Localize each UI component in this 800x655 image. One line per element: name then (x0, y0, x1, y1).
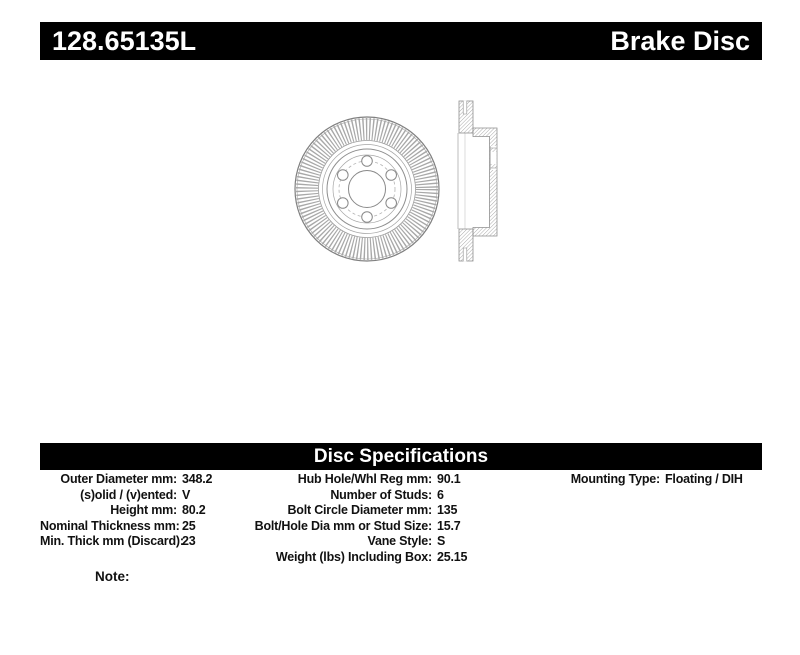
spec-label: Height mm: (110, 503, 177, 518)
spec-column-left (40, 472, 212, 550)
spec-label: (s)olid / (v)ented: (80, 487, 177, 502)
disc-front-view (295, 117, 439, 261)
spec-value: 25 (182, 518, 196, 533)
spec-value: 23 (182, 534, 196, 549)
spec-section-title: Disc Specifications (313, 446, 489, 467)
hat-section (473, 128, 497, 236)
spec-label: Nominal Thickness mm: (40, 518, 180, 533)
spec-value: 348.2 (182, 472, 213, 486)
header-bar (40, 22, 762, 60)
spec-label: Hub Hole/Whl Reg mm: (297, 472, 432, 486)
spec-value: S (437, 534, 446, 549)
spec-row-solid-vented (40, 488, 212, 504)
product-type-title: Brake Disc (610, 26, 750, 56)
spec-label: Bolt Circle Diameter mm: (287, 503, 432, 518)
spec-label: Bolt/Hole Dia mm or Stud Size: (254, 518, 432, 533)
spec-value: 25.15 (437, 549, 468, 564)
spec-label: Number of Studs: (330, 487, 432, 502)
spec-row-vane-style (230, 534, 467, 550)
hub-hole (349, 171, 386, 208)
spec-row-number-of-studs (230, 488, 467, 504)
disc-cross-section-view (458, 101, 497, 262)
spec-row-mounting-type (470, 472, 743, 488)
spec-value: 15.7 (437, 518, 461, 533)
note-label: Note: (95, 569, 130, 584)
brake-disc-technical-drawing (280, 95, 530, 270)
spec-label: Min. Thick mm (Discard): (40, 534, 184, 549)
spec-row-nominal-thickness (40, 519, 212, 535)
spec-row-bolt-circle-diameter (230, 503, 467, 519)
spec-value: 135 (437, 503, 458, 518)
spec-row-bolt-hole-dia (230, 519, 467, 535)
spec-value: 90.1 (437, 472, 461, 486)
spec-label: Weight (lbs) Including Box: (275, 549, 432, 564)
spec-label: Vane Style: (367, 534, 432, 549)
spec-label: Outer Diameter mm: (60, 472, 177, 486)
spec-row-min-thick (40, 534, 212, 550)
spec-column-middle (230, 472, 467, 566)
spec-value: 80.2 (182, 503, 206, 518)
spec-row-outer-diameter (40, 472, 212, 488)
spec-value: V (182, 487, 191, 502)
spec-section-title-bar (40, 443, 762, 470)
spec-value: 6 (437, 487, 444, 502)
stud-hole-section (490, 146, 496, 170)
part-number: 128.65135L (52, 26, 197, 56)
spec-row-hub-hole (230, 472, 467, 488)
spec-row-height (40, 503, 212, 519)
spec-value: Floating / DIH (665, 472, 743, 486)
spec-label: Mounting Type: (570, 472, 660, 486)
spec-row-weight (230, 550, 467, 566)
spec-column-right (470, 472, 743, 488)
